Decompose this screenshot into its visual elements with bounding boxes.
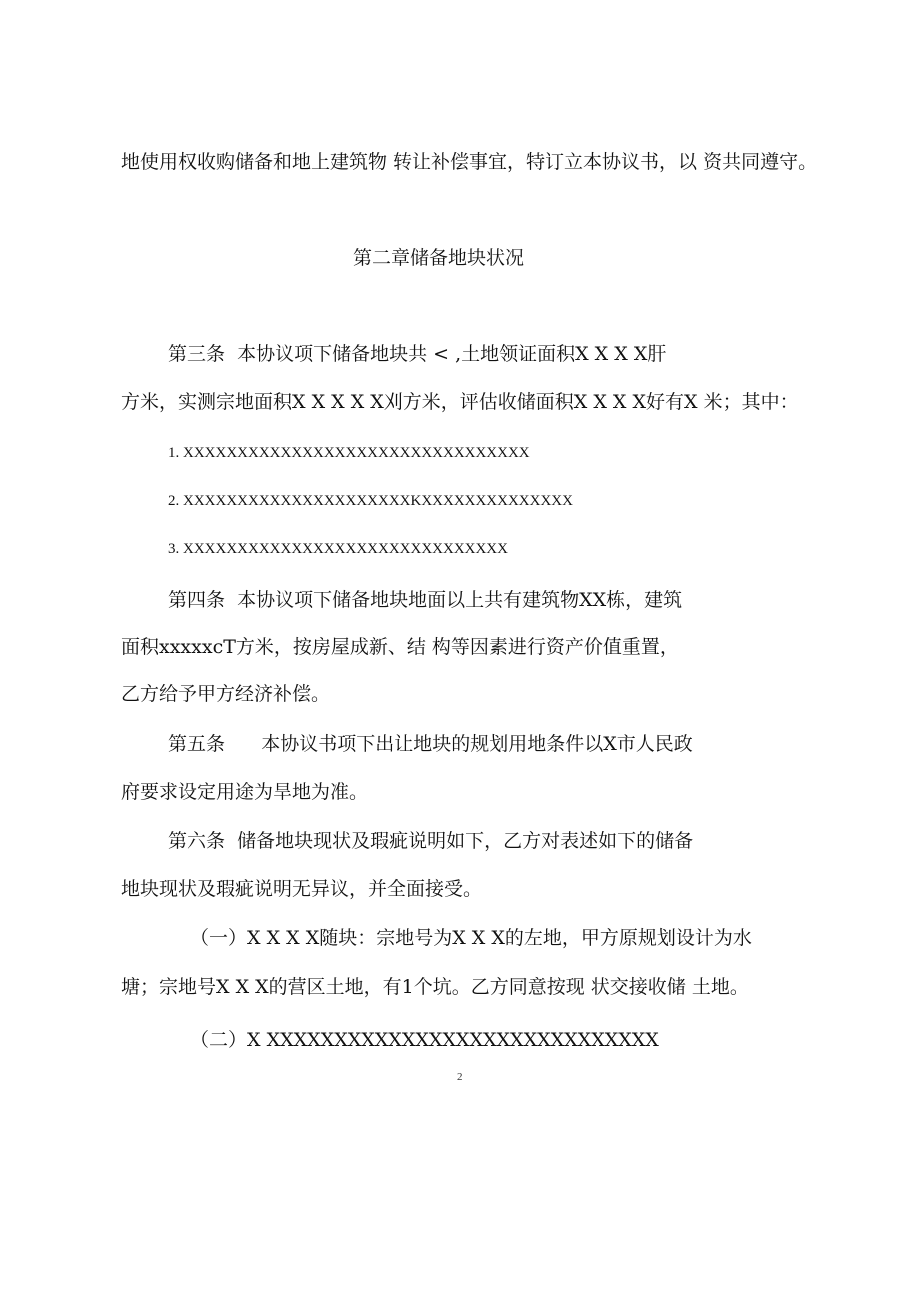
- article-5-line-2: 府要求设定用途为旱地为准。: [121, 781, 369, 803]
- article-5-line-1: 第五条 本协议书项下出让地块的规划用地条件以X市人民政: [168, 733, 693, 755]
- article-4-line-3: 乙方给予甲方经济补偿。: [121, 683, 331, 705]
- item-2-line: （二）X XXXXXXXXXXXXXXXXXXXXXXXXXXXXX: [190, 1029, 659, 1051]
- article-3-line-2: 方米，实测宗地面积X X X X X刈方米，评估收储面积X X X X好有X 米；其中：: [121, 391, 799, 413]
- page-number: 2: [457, 1071, 463, 1083]
- chapter-heading: 第二章储备地块状况: [353, 247, 525, 269]
- item-1-line-2: 塘；宗地号X X X的营区土地，有1个坑。乙方同意按现 状交接收储 土地。: [121, 976, 749, 998]
- article-6-line-2: 地块现状及瑕疵说明无异议，并全面接受。: [121, 878, 483, 900]
- intro-paragraph-tail: 地使用权收购储备和地上建筑物 转让补偿事宜，特订立本协议书，以 资共同遵守。: [121, 151, 818, 173]
- list-item-3: 3. XXXXXXXXXXXXXXXXXXXXXXXXXXXXXX: [168, 541, 508, 557]
- list-item-1: 1. XXXXXXXXXXXXXXXXXXXXXXXXXXXXXXXX: [168, 445, 530, 461]
- article-6-line-1: 第六条 储备地块现状及瑕疵说明如下，乙方对表述如下的储备: [168, 830, 694, 852]
- article-4-line-2: 面积xxxxxcT方米，按房屋成新、结 构等因素进行资产价值重置，: [121, 636, 679, 658]
- article-3-line-1: 第三条 本协议项下储备地块共 < ,土地领证面积X X X X肝: [168, 343, 667, 365]
- item-1-line-1: （一）X X X X随块：宗地号为X X X的左地，甲方原规划设计为水: [190, 927, 752, 949]
- article-4-line-1: 第四条 本协议项下储备地块地面以上共有建筑物XX栋，建筑: [168, 589, 683, 611]
- list-item-2: 2. XXXXXXXXXXXXXXXXXXXXXKXXXXXXXXXXXXXX: [168, 493, 573, 509]
